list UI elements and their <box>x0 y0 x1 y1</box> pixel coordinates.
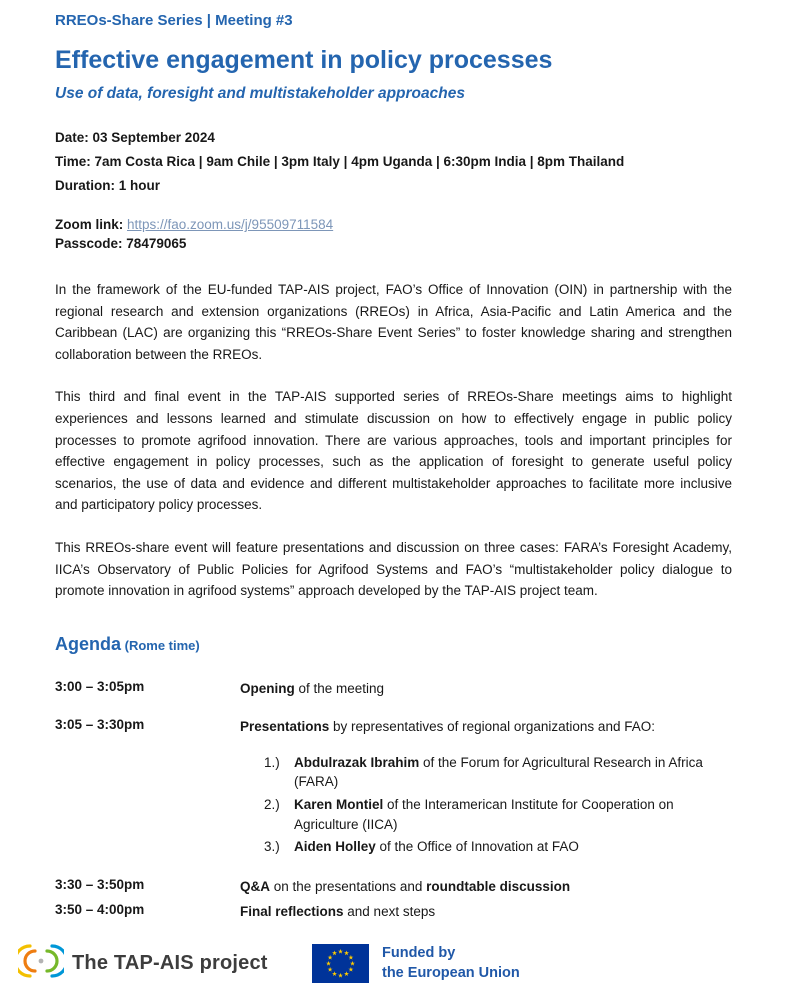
agenda-row-opening <box>55 679 732 699</box>
agenda-heading-text: Agenda <box>55 633 122 654</box>
list-item <box>264 753 732 792</box>
eu-flag-icon <box>312 944 369 983</box>
zoom-line <box>55 217 732 232</box>
agenda-desc: Q&A on the presentations and roundtable discussion <box>240 878 571 894</box>
agenda-time: 3:00 – 3:05pm <box>55 678 145 694</box>
agenda-row-qa <box>55 877 732 897</box>
eu-funding-line1: Funded by <box>382 944 456 961</box>
list-item-number: 2.) <box>264 796 280 812</box>
time-value: 7am Costa Rica | 9am Chile | 3pm Italy | 4pm Uganda | 6:30pm India | 8pm Thailand <box>90 154 625 169</box>
time-line <box>55 154 732 169</box>
eu-funding-line2: the European Union <box>382 964 520 981</box>
list-item-number: 1.) <box>264 754 280 770</box>
paragraph-intro: In the framework of the EU-funded TAP-AIS project, FAO’s Office of Innovation (OIN) in partnership with the regional research and extension organizations (RREOs) in Africa, Asia-Pacific and Latin America and the Caribbean (LAC) are organizing this “RREOs-Share Event Series” to foster knowledge sharing and strengthen collaboration between the RREOs. <box>55 282 732 362</box>
agenda-time: 3:50 – 4:00pm <box>55 902 145 918</box>
list-item-text: Karen Montiel of the Interamerican Institute for Cooperation on Agriculture (IICA) <box>294 796 674 832</box>
passcode-label: Passcode: <box>55 236 127 251</box>
agenda-time: 3:30 – 3:50pm <box>55 876 145 892</box>
agenda-desc: Final reflections and next steps <box>240 904 436 920</box>
list-item-text: Abdulrazak Ibrahim of the Forum for Agricultural Research in Africa (FARA) <box>294 754 703 790</box>
event-details <box>55 130 732 251</box>
page-title: Effective engagement in policy processes <box>55 46 553 74</box>
agenda-desc: Opening of the meeting <box>240 680 385 696</box>
zoom-details <box>55 217 732 251</box>
agenda-time: 3:05 – 3:30pm <box>55 717 145 733</box>
list-item-text: Aiden Holley of the Office of Innovation at FAO <box>294 839 579 855</box>
zoom-label: Zoom link: <box>55 217 127 232</box>
agenda-desc <box>240 717 732 876</box>
eu-funding-text <box>382 944 520 983</box>
speaker-list <box>240 753 732 857</box>
passcode-value: 78479065 <box>126 236 187 251</box>
list-item <box>264 795 732 834</box>
paragraph-cases: This RREOs-share event will feature presentations and discussion on three cases: FARA’s Foresight Academy, IICA’s Observatory of Public Policies for Agrifood Systems and FAO’s “multistakeholder policy dialogue to promote innovation in agrifood systems” approach developed by the TAP-AIS project team. <box>55 539 732 599</box>
tap-ais-logo-text: The TAP-AIS project <box>72 952 268 974</box>
agenda-row-presentations <box>55 717 732 876</box>
zoom-link[interactable]: https://fao.zoom.us/j/95509711584 <box>127 217 334 232</box>
paragraph-event-aims: This third and final event in the TAP-AIS supported series of RREOs-Share meetings aims to highlight experiences and lessons learned and stimulate discussion on how to effectively engage in public policy processes to promote agrifood innovation. There are various approaches, tools and important principles for effective engagement in policy processes, such as the application of foresight to generate useful policy scenarios, the use of data and evidence and different multistakeholder approaches to facilitate more inclusive and participatory policy processes. <box>55 389 732 513</box>
date-label: Date: <box>55 130 89 145</box>
footer <box>18 943 749 984</box>
list-item-number: 3.) <box>264 839 280 855</box>
agenda-heading-note: (Rome time) <box>121 637 200 653</box>
time-label: Time: <box>55 154 91 169</box>
tap-ais-logo-icon <box>18 943 64 984</box>
agenda-row-reflections <box>55 902 732 922</box>
page-subtitle: Use of data, foresight and multistakeholder approaches <box>55 85 465 102</box>
series-label: RREOs-Share Series | Meeting #3 <box>55 12 293 29</box>
duration-label: Duration: <box>55 178 115 193</box>
agenda-section <box>55 679 732 922</box>
duration-line <box>55 178 732 193</box>
date-line <box>55 130 732 145</box>
passcode-line <box>55 236 732 251</box>
date-value: 03 September 2024 <box>88 130 215 145</box>
tap-ais-logo <box>18 943 312 984</box>
agenda-heading <box>55 634 732 655</box>
list-item <box>264 837 732 857</box>
eu-funding-block <box>312 944 520 983</box>
agenda-desc-text: Presentations by representatives of regional organizations and FAO: <box>240 719 655 735</box>
duration-value: 1 hour <box>115 178 161 193</box>
